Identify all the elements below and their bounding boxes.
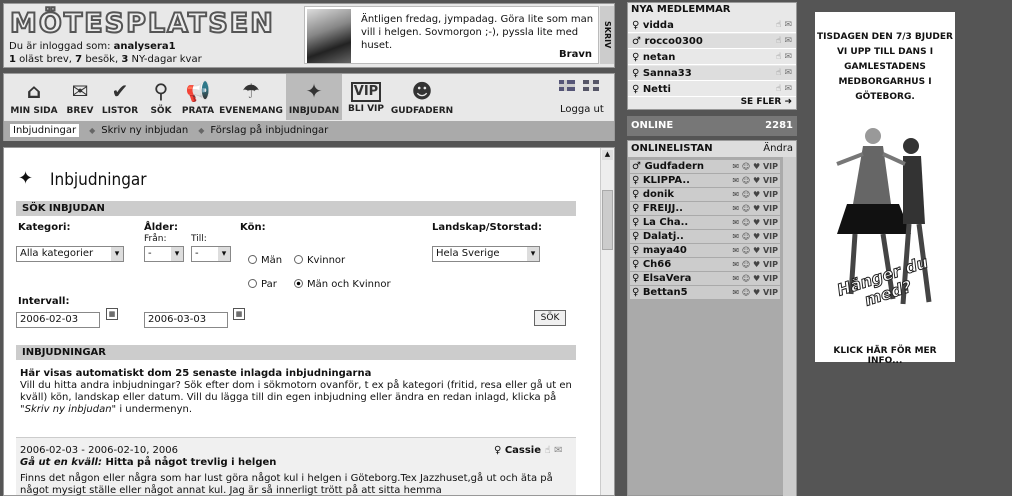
online-item[interactable]: ♀ maya40 ✉ ☺ ♥ VIP	[632, 245, 778, 256]
change-link[interactable]: Ändra	[763, 143, 793, 154]
separator-icon: ◆	[89, 126, 96, 135]
nav-bli-vip[interactable]: VIP BLI VIP	[348, 84, 384, 114]
region-label: Landskap/Storstad:	[432, 222, 542, 233]
sub-nav	[4, 121, 614, 141]
nav-sök[interactable]: ⚲ SÖK	[144, 74, 178, 120]
write-invite-link[interactable]: "Skriv ny inbjudan"	[20, 404, 117, 415]
gender-icon: ♀	[632, 20, 640, 31]
content-panel	[3, 147, 615, 496]
scroll-up-icon[interactable]: ▲	[602, 150, 613, 160]
entry-text: Finns det någon eller några som har lust göra något kul i helgen i Göteborg.Tex Jazzhuset,gå ut och äta på något mysigt ställe eller något annat kul. Jag är så innerligt trött på att sitta hemma	[20, 473, 553, 496]
online-item[interactable]: ♂ Gudfadern ✉ ☺ ♥ VIP	[632, 161, 778, 172]
umbrella-icon: ☂	[242, 79, 260, 103]
gender-icon: ♀	[632, 217, 640, 228]
online-item[interactable]: ♀ donik ✉ ☺ ♥ VIP	[632, 189, 778, 200]
member-item[interactable]: ♂ rocco0300 ☝ ✉	[628, 34, 796, 49]
search-button[interactable]: SÖK	[534, 310, 566, 326]
member-item[interactable]: ♀ vidda ☝ ✉	[628, 18, 796, 33]
gender-icon: ♀	[632, 259, 640, 270]
gender-icon: ♀	[632, 231, 640, 242]
ad-text[interactable]: TISDAGEN DEN 7/3 BJUDER VI UPP TILL DANS I GAMLESTADENS MEDBORGARHUS I GÖTEBORG.	[817, 32, 953, 102]
invitation-entry	[16, 437, 576, 496]
region-select[interactable]: Hela Sverige ▾	[432, 246, 540, 262]
gender-icon: ♂	[632, 36, 641, 47]
login-info: Du är inloggad som: analysera1 1 oläst brev, 7 besök, 3 NY-dagar kvar	[9, 41, 202, 65]
female-icon: ♀	[494, 445, 502, 456]
ad-banner[interactable]	[815, 12, 955, 366]
age-to-select[interactable]: - ▾	[191, 246, 231, 262]
nav-evenemang[interactable]: ☂ EVENEMANG	[219, 79, 283, 116]
info-text: Vill du hitta andra inbjudningar? Sök efter dom i sökmotorn ovanför, t ex på kategori (fritid, resa eller gå ut en kväll) kön, landskap eller datum. Vill du lägga till din egen inbjudning eller ändra en redan inlagd, klicka på "Skriv ny inbjudan" i undermenyn.	[20, 380, 572, 415]
nav-gudfadern[interactable]: ☻ GUDFADERN	[390, 79, 454, 116]
subnav-item[interactable]: Förslag på inbjudningar	[210, 125, 329, 136]
page-title: Inbjudningar	[50, 170, 147, 190]
action-icons[interactable]: ✉ ☺ ♥ VIP	[732, 274, 778, 283]
ad-more-info-link[interactable]: KLICK HÄR FÖR MER INFO...	[833, 346, 937, 366]
ad-slogan[interactable]: Hänger du med?	[834, 252, 931, 310]
nav-brev[interactable]: ✉ BREV	[66, 79, 94, 116]
mail-icon[interactable]: ✉	[554, 445, 563, 456]
gender-icon: ♀	[632, 287, 640, 298]
language-flags[interactable]	[559, 80, 599, 94]
thumb-icon[interactable]: ☝	[544, 445, 551, 456]
member-item[interactable]: ♀ netan ☝ ✉	[628, 50, 796, 65]
radio-women[interactable]: Kvinnor	[294, 255, 345, 266]
online-item[interactable]: ♀ Bettan5 ✉ ☺ ♥ VIP	[632, 287, 778, 298]
status-author[interactable]: Bravn	[559, 49, 592, 60]
gender-icon: ♀	[632, 189, 640, 200]
avatar[interactable]	[307, 9, 351, 63]
site-logo[interactable]: MÖTESPLATSEN	[10, 8, 275, 39]
vip-icon: VIP	[351, 82, 381, 102]
action-icons[interactable]: ✉ ☺ ♥ VIP	[732, 176, 778, 185]
online-item[interactable]: ♀ ElsaVera ✉ ☺ ♥ VIP	[632, 273, 778, 284]
category-label: Kategori:	[18, 222, 71, 233]
balloon-icon: ⚲	[153, 79, 169, 103]
invite-icon: ✦	[305, 79, 323, 103]
calendar-icon[interactable]: ▦	[106, 308, 118, 320]
main-nav	[3, 73, 615, 141]
new-members-title: NYA MEDLEMMAR	[631, 4, 731, 15]
action-icons[interactable]: ✉ ☺ ♥ VIP	[732, 204, 778, 213]
gender-icon: ♀	[632, 245, 640, 256]
username[interactable]: analysera1	[113, 41, 176, 52]
member-item[interactable]: ♀ Netti ☝ ✉	[628, 82, 796, 97]
action-icons[interactable]: ☝ ✉	[775, 68, 792, 78]
see-more-link[interactable]: SE FLER ➜	[740, 97, 792, 107]
write-status-button[interactable]: SKRIV	[600, 6, 614, 64]
swedish-flag-icon[interactable]	[559, 80, 575, 91]
logout-link[interactable]: Logga ut	[560, 104, 604, 115]
age-label: Ålder:	[144, 222, 179, 233]
action-icons[interactable]: ☝ ✉	[775, 52, 792, 62]
entry-date: 2006-02-03 - 2006-02-10, 2006	[20, 445, 179, 456]
status-message	[304, 6, 599, 64]
scrollbar[interactable]	[600, 148, 614, 496]
gender-icon: ♀	[632, 273, 640, 284]
radio-men[interactable]: Män	[248, 255, 282, 266]
status-text: Äntligen fredag, jympadag. Göra lite som man vill i helgen. Sovmorgon ;-), pyssla lite med huset.	[361, 14, 594, 51]
action-icons[interactable]: ✉ ☺ ♥ VIP	[732, 218, 778, 227]
letter-icon: ✉	[71, 79, 89, 103]
subnav-item[interactable]: Inbjudningar	[10, 124, 79, 137]
gender-icon: ♀	[632, 52, 640, 63]
age-to-label: Till:	[191, 234, 207, 244]
gender-icon: ♀	[632, 84, 640, 95]
online-item[interactable]: ♀ FREIJJ.. ✉ ☺ ♥ VIP	[632, 203, 778, 214]
new-members-panel	[627, 2, 797, 110]
search-section-header: SÖK INBJUDAN	[16, 201, 576, 216]
category-select[interactable]: Alla kategorier ▾	[16, 246, 124, 262]
interval-label: Intervall:	[18, 296, 70, 307]
house-icon: ⌂	[26, 79, 42, 103]
invitations-section-header: INBJUDNINGAR	[16, 345, 576, 360]
member-item[interactable]: ♀ Sanna33 ☝ ✉	[628, 66, 796, 81]
online-item[interactable]: ♀ KLIPPA.. ✉ ☺ ♥ VIP	[632, 175, 778, 186]
gender-icon: ♀	[632, 175, 640, 186]
godfather-icon: ☻	[411, 79, 433, 103]
nav-min-sida[interactable]: ⌂ MIN SIDA	[10, 79, 58, 116]
gender-label: Kön:	[240, 222, 266, 233]
gender-icon: ♀	[632, 203, 640, 214]
gender-icon: ♀	[632, 68, 640, 79]
invite-icon: ✦	[18, 168, 34, 189]
radio-men-women[interactable]: Män och Kvinnor	[294, 279, 391, 290]
action-icons[interactable]: ☝ ✉	[775, 36, 792, 46]
gender-icon: ♂	[632, 161, 641, 172]
subnav-item[interactable]: Skriv ny inbjudan	[101, 125, 189, 136]
action-icons[interactable]: ☝ ✉	[775, 20, 792, 30]
online-item[interactable]: ♀ Dalatj.. ✉ ☺ ♥ VIP	[632, 231, 778, 242]
online-item[interactable]: ♀ La Cha.. ✉ ☺ ♥ VIP	[632, 217, 778, 228]
action-icons[interactable]: ✉ ☺ ♥ VIP	[732, 162, 778, 171]
action-icons[interactable]: ✉ ☺ ♥ VIP	[732, 246, 778, 255]
entry-heading: Gå ut en kväll: Hitta på något trevlig i helgen	[20, 457, 277, 468]
action-icons[interactable]: ☝ ✉	[775, 84, 792, 94]
nav-prata[interactable]: 📢 PRATA	[181, 79, 215, 116]
age-from-label: Från:	[144, 234, 167, 244]
action-icons[interactable]: ✉ ☺ ♥ VIP	[732, 288, 778, 297]
info-heading: Här visas automatiskt dom 25 senaste inlagda inbjudningarna	[20, 368, 372, 379]
action-icons[interactable]: ✉ ☺ ♥ VIP	[732, 260, 778, 269]
online-item[interactable]: ♀ Ch66 ✉ ☺ ♥ VIP	[632, 259, 778, 270]
online-count-bar: ONLINE 2281	[627, 116, 797, 136]
entry-user[interactable]: ♀ Cassie ☝ ✉	[494, 445, 563, 456]
separator-icon: ◆	[198, 126, 205, 135]
online-list-scrollbar[interactable]	[783, 157, 796, 496]
scroll-thumb[interactable]	[602, 190, 613, 250]
check-icon: ✔	[111, 79, 129, 103]
action-icons[interactable]: ✉ ☺ ♥ VIP	[732, 190, 778, 199]
age-from-select[interactable]: - ▾	[144, 246, 184, 262]
nav-inbjudan[interactable]: ✦ INBJUDAN	[286, 74, 342, 120]
date-from-input[interactable]: 2006-02-03	[16, 312, 100, 328]
header-panel	[3, 3, 615, 68]
action-icons[interactable]: ✉ ☺ ♥ VIP	[732, 232, 778, 241]
calendar-icon[interactable]: ▦	[233, 308, 245, 320]
online-list-header: ONLINELISTAN Ändra	[628, 141, 796, 157]
nav-listor[interactable]: ✔ LISTOR	[101, 79, 139, 116]
uk-flag-icon[interactable]	[583, 80, 599, 91]
arrow-right-icon: ➜	[784, 97, 792, 107]
radio-couple[interactable]: Par	[248, 279, 277, 290]
megaphone-icon: 📢	[185, 79, 211, 103]
online-list-panel	[627, 140, 797, 496]
online-count: 2281	[765, 120, 793, 131]
date-to-input[interactable]: 2006-03-03	[144, 312, 228, 328]
